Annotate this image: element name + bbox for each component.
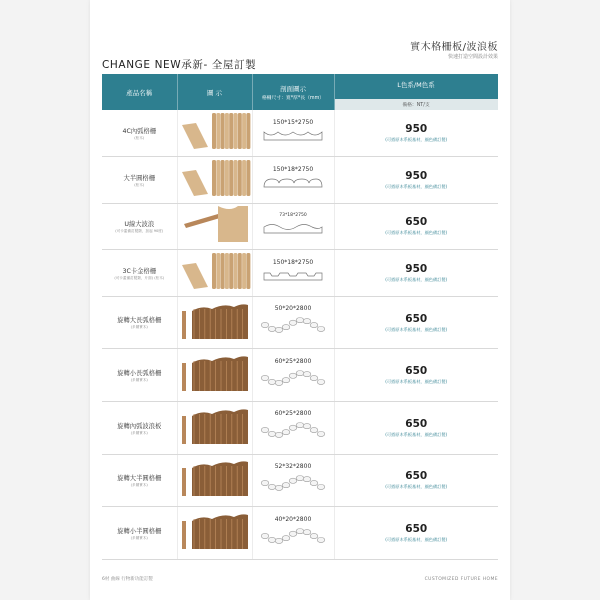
product-image-cell	[177, 454, 252, 507]
product-image-cell	[177, 507, 252, 560]
price-cell	[334, 203, 498, 250]
product-image-cell	[177, 296, 252, 349]
price-description: (可搭原木系板基材，顏色備訂製)	[385, 431, 448, 437]
price-description: (可搭原木系板基材，顏色備訂製)	[385, 230, 448, 236]
page-subtitle: 快速打造空間設計效果	[447, 54, 498, 60]
section-cell	[252, 454, 334, 507]
price-value: 650	[405, 470, 428, 483]
price-value: 650	[405, 216, 428, 229]
price-description: (可搭原木系板基材，顏色備訂製)	[385, 326, 448, 332]
product-name-cell	[102, 296, 177, 349]
cross-section-drawing	[260, 374, 326, 393]
product-name-cell	[102, 157, 177, 204]
table-row	[102, 157, 498, 204]
dimension-text: 73*18*2750	[279, 213, 307, 219]
price-value: 950	[405, 262, 428, 275]
dimension-text: 60*25*2800	[274, 357, 312, 365]
col-header-color-title: L色系/M色系	[397, 81, 435, 89]
product-image-cell	[177, 110, 252, 157]
product-spec-table	[102, 74, 499, 560]
table-row	[102, 507, 498, 560]
price-value: 950	[405, 123, 428, 136]
price-description: (可搭原木系板基材，顏色備訂製)	[385, 379, 448, 385]
product-name-cell	[102, 203, 177, 250]
product-name: 大半圓格柵	[123, 174, 155, 182]
price-value: 650	[405, 417, 428, 430]
cross-section-drawing	[262, 175, 324, 194]
price-description: (可搭原木系板基材，顏色備訂製)	[385, 537, 448, 543]
product-name: 旋轉大長弧格柵	[117, 317, 162, 325]
product-image-cell	[177, 402, 252, 455]
col-header-section-title: 剖面圖示	[280, 84, 306, 93]
price-value: 950	[405, 169, 428, 182]
product-image-cell	[177, 203, 252, 250]
product-name-cell	[102, 110, 177, 157]
price-cell	[334, 402, 498, 455]
price-description: (可搭原木系板基材，顏色備訂製)	[385, 484, 448, 490]
product-photo	[178, 483, 252, 502]
product-name-cell	[102, 349, 177, 402]
product-name-cell	[102, 402, 177, 455]
cross-section-drawing	[262, 128, 324, 147]
price-description: (可搭原木系板基材，顏色備訂製)	[385, 137, 448, 143]
table-row	[102, 203, 498, 250]
table-row	[102, 110, 498, 157]
product-material-note: (多層實木)	[130, 483, 148, 488]
cross-section-drawing	[260, 532, 326, 551]
price-description: (可搭原木系板基材，顏色備訂製)	[385, 183, 448, 189]
price-cell	[334, 507, 498, 560]
table-row	[102, 402, 498, 455]
price-cell	[334, 250, 498, 297]
section-cell	[252, 157, 334, 204]
table-row	[102, 454, 498, 507]
section-cell	[252, 349, 334, 402]
product-name: 4C內弧格柵	[122, 127, 157, 135]
product-material-note: (多層實木)	[130, 377, 148, 382]
table-row	[102, 349, 498, 402]
col-header-section-unit: 格柵尺寸：寬*厚*長（mm）	[261, 95, 325, 101]
cross-section-drawing	[262, 220, 324, 239]
product-material-note: (多層實木)	[130, 325, 148, 330]
price-value: 650	[405, 365, 428, 378]
dimension-text: 50*20*2800	[274, 305, 312, 313]
product-name: 3C卡金格柵	[122, 267, 157, 275]
product-photo	[178, 378, 252, 397]
product-material-note: (松木)	[134, 182, 145, 187]
price-cell	[334, 454, 498, 507]
price-description: (可搭原木系板基材，顏色備訂製)	[385, 276, 448, 282]
dimension-text: 40*20*2800	[274, 515, 312, 523]
product-material-note: (可卡蓋備訂製類，片面) (松木)	[114, 275, 165, 280]
price-cell	[334, 110, 498, 157]
product-material-note: (松木)	[134, 135, 145, 140]
price-value: 650	[405, 312, 428, 325]
price-cell	[334, 296, 498, 349]
cross-section-drawing	[260, 321, 326, 340]
product-photo	[178, 276, 252, 295]
cross-section-drawing	[260, 479, 326, 498]
section-cell	[252, 507, 334, 560]
brand-heading: CHANGE NEW承新- 全屋訂製	[102, 59, 257, 71]
product-material-note: (多層實木)	[130, 535, 148, 540]
price-cell	[334, 349, 498, 402]
table-row	[102, 250, 498, 297]
product-image-cell	[177, 157, 252, 204]
product-photo	[178, 536, 252, 555]
product-photo	[178, 183, 252, 202]
product-image-cell	[177, 349, 252, 402]
product-name: 旋轉小半圓格柵	[117, 527, 162, 535]
col-header-color	[334, 74, 498, 110]
product-name: 旋轉小長弧格柵	[117, 369, 162, 377]
product-name-cell	[102, 454, 177, 507]
product-photo	[178, 326, 252, 345]
cross-section-drawing	[262, 268, 324, 287]
product-photo	[178, 229, 252, 248]
section-cell	[252, 250, 334, 297]
dimension-text: 150*18*2750	[272, 258, 314, 266]
product-name: U線大波浪	[124, 221, 155, 229]
product-photo	[178, 431, 252, 450]
table-row	[102, 296, 498, 349]
product-name-cell	[102, 250, 177, 297]
dimension-text: 150*15*2750	[272, 119, 314, 127]
product-photo	[178, 136, 252, 155]
price-value: 650	[405, 523, 428, 536]
price-cell	[334, 157, 498, 204]
product-material-note: (可卡蓋備訂製類，加起 90度)	[115, 229, 164, 234]
catalog-page	[90, 0, 510, 600]
section-cell	[252, 296, 334, 349]
product-name: 旋轉內弧波浪板	[117, 422, 162, 430]
footer-left-text: 6材 曲線 行物新功能訂製	[102, 577, 153, 582]
dimension-text: 60*25*2800	[274, 410, 312, 418]
product-rows	[102, 110, 498, 560]
product-name: 旋轉大半圓格柵	[117, 475, 162, 483]
section-cell	[252, 402, 334, 455]
cross-section-drawing	[260, 426, 326, 445]
col-header-color-unit: 備格：NT/支	[335, 99, 498, 110]
page-title: 實木格柵板/波浪板	[410, 42, 498, 53]
dimension-text: 150*18*2750	[272, 165, 314, 173]
col-header-name: 產品名稱	[102, 74, 177, 110]
dimension-text: 52*32*2800	[274, 462, 312, 470]
col-header-image: 圖 示	[177, 74, 252, 110]
product-material-note: (多層實木)	[130, 430, 148, 435]
col-header-section	[252, 74, 334, 110]
product-image-cell	[177, 250, 252, 297]
footer-right-text: CUSTOMIZED FUTURE HOME	[424, 577, 498, 582]
section-cell	[252, 110, 334, 157]
section-cell	[252, 203, 334, 250]
product-name-cell	[102, 507, 177, 560]
